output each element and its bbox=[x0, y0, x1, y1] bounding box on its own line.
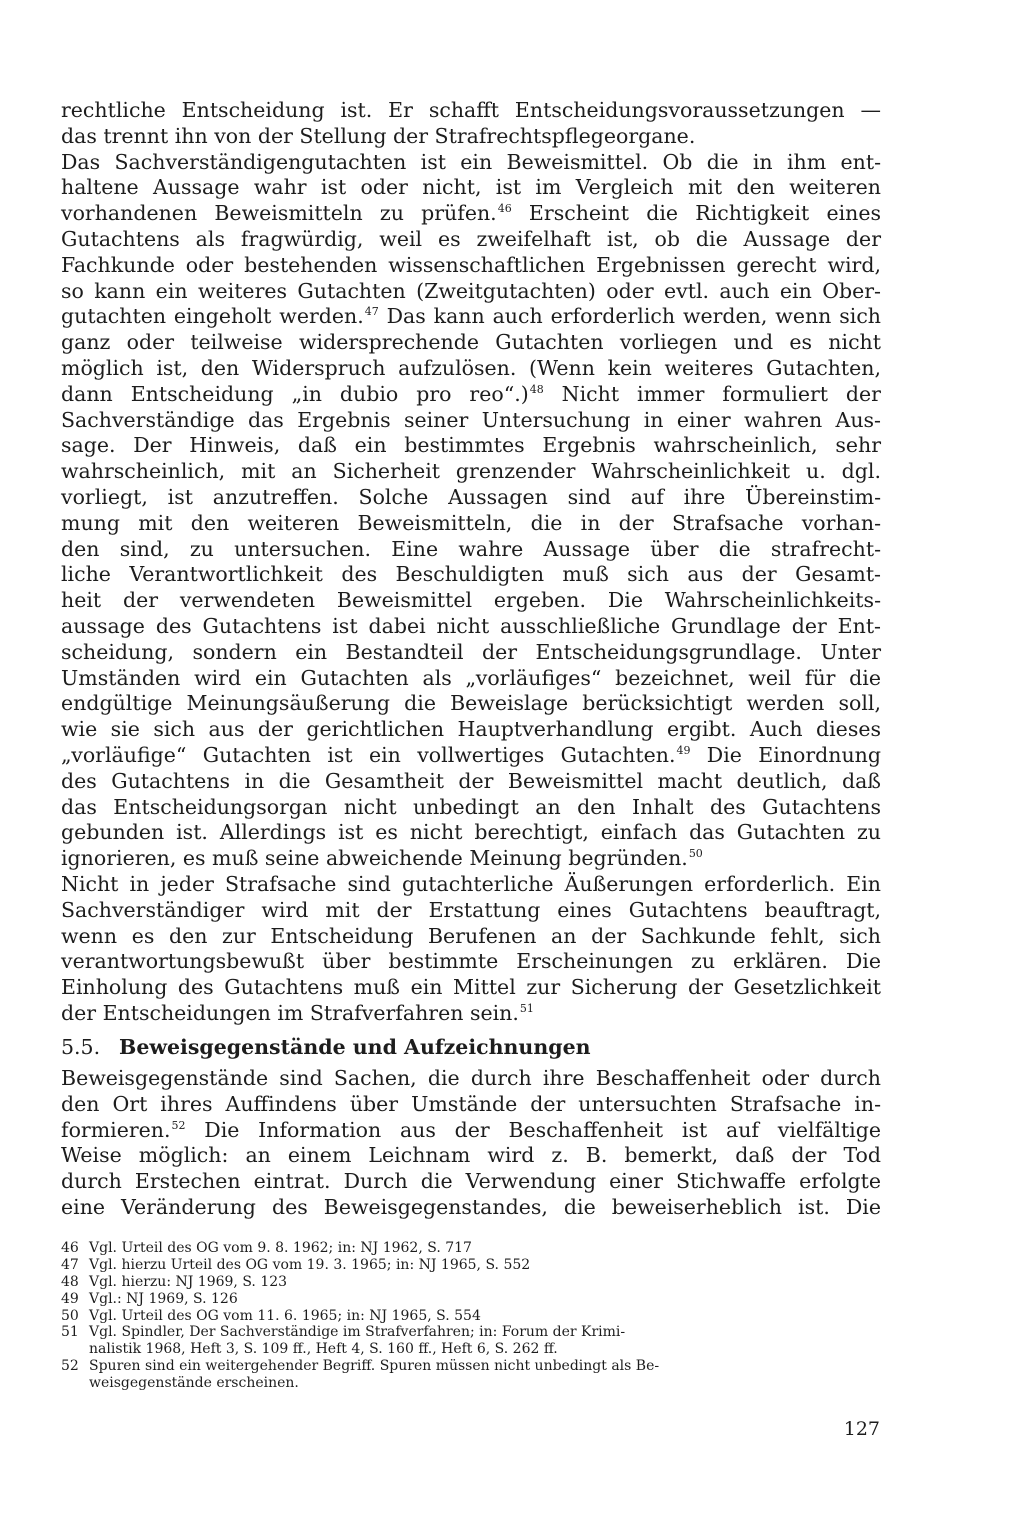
text-line: möglich ist, den Widerspruch aufzulösen. (Wenn kein weiteres Gutachten, bbox=[61, 355, 881, 380]
text-line: gebunden ist. Allerdings ist es nicht berechtigt, einfach das Gutachten zu bbox=[61, 820, 881, 845]
footnote bbox=[61, 1274, 881, 1291]
footnote-text: Vgl. Spindler, Der Sachverständige im Strafverfahren; in: Forum der Krimi- bbox=[89, 1324, 626, 1341]
text-run: vorhandenen Beweismitteln zu prüfen. bbox=[61, 201, 497, 226]
text-line: Einholung des Gutachtens muß ein Mittel zur Sicherung der Gesetzlichkeit bbox=[61, 975, 881, 1000]
text-line: den sind, zu untersuchen. Eine wahre Aussage über die strafrecht- bbox=[61, 536, 881, 561]
text-line: endgültige Meinungsäußerung die Beweislage berücksichtigt werden soll, bbox=[61, 691, 881, 716]
footnotes bbox=[61, 1240, 881, 1392]
footnote-text: Spuren sind ein weitergehender Begriff. Spuren müssen nicht unbedingt als Be- bbox=[89, 1358, 660, 1375]
footnote-ref: 52 bbox=[171, 1118, 186, 1132]
text-line: Das Sachverständigengutachten ist ein Beweismittel. Ob die in ihm ent- bbox=[61, 149, 881, 174]
text-line: das trennt ihn von der Stellung der Strafrechtspflegeorgane. bbox=[61, 123, 696, 148]
footnote-number: 52 bbox=[61, 1358, 79, 1375]
text-run: „vorläufige“ Gutachten ist ein vollwertiges Gutachten. bbox=[61, 742, 676, 767]
text-line: wenn es den zur Entscheidung Berufenen an der Sachkunde fehlt, sich bbox=[61, 923, 881, 948]
text-line: Gutachtens als fragwürdig, weil es zweifelhaft ist, ob die Aussage der bbox=[61, 226, 881, 251]
text-line: Beweisgegenstände sind Sachen, die durch ihre Beschaffenheit oder durch bbox=[61, 1066, 881, 1090]
footnote-text: Vgl. hierzu: NJ 1969, S. 123 bbox=[89, 1273, 288, 1290]
footnote bbox=[61, 1324, 881, 1341]
footnote-number: 49 bbox=[61, 1290, 79, 1307]
text-line: so kann ein weiteres Gutachten (Zweitgutachten) oder evtl. auch ein Ober- bbox=[61, 278, 881, 303]
footnote-ref: 47 bbox=[364, 305, 379, 319]
footnote-text: Vgl. hierzu Urteil des OG vom 19. 3. 1965; in: NJ 1965, S. 552 bbox=[89, 1256, 531, 1273]
text-line bbox=[61, 1001, 881, 1027]
text-line: sage. Der Hinweis, daß ein bestimmtes Ergebnis wahrscheinlich, sehr bbox=[61, 433, 881, 458]
text-run: Die Information aus der Beschaffenheit ist auf vielfältige bbox=[185, 1117, 881, 1142]
text-line bbox=[61, 201, 881, 227]
body-text-upper bbox=[61, 98, 881, 1027]
footnote-number: 46 bbox=[61, 1240, 79, 1256]
text-run: Die Einordnung bbox=[690, 742, 881, 767]
footnote-text: Vgl. Urteil des OG vom 11. 6. 1965; in: NJ 1965, S. 554 bbox=[89, 1307, 481, 1324]
footnote bbox=[61, 1291, 881, 1308]
section-title: Beweisgegenstände und Aufzeichnungen bbox=[119, 1035, 591, 1059]
body-text-lower bbox=[61, 1066, 881, 1221]
footnote-number: 50 bbox=[61, 1307, 79, 1324]
text-line: wahrscheinlich, mit an Sicherheit grenzender Wahrscheinlichkeit u. dgl. bbox=[61, 459, 881, 484]
text-run: gutachten eingeholt werden. bbox=[61, 304, 364, 329]
text-line: rechtliche Entscheidung ist. Er schafft Entscheidungsvoraussetzungen — bbox=[61, 98, 881, 122]
text-line: durch Erstechen eintrat. Durch die Verwendung einer Stichwaffe erfolgte bbox=[61, 1169, 881, 1194]
text-line: des Gutachtens in die Gesamtheit der Beweismittel macht deutlich, daß bbox=[61, 768, 881, 793]
page-number: 127 bbox=[843, 1418, 880, 1440]
text-line: ganz oder teilweise widersprechende Gutachten vorliegen und es nicht bbox=[61, 330, 881, 355]
text-line: eine Veränderung des Beweisgegenstandes, die beweiserheblich ist. Die bbox=[61, 1194, 881, 1219]
footnote-continuation: nalistik 1968, Heft 3, S. 109 ff., Heft 4, S. 160 ff., Heft 6, S. 262 ff. bbox=[89, 1341, 558, 1358]
text-run: formieren. bbox=[61, 1117, 171, 1142]
footnote-continuation: weisgegenstände erscheinen. bbox=[89, 1375, 299, 1392]
footnote bbox=[61, 1308, 881, 1325]
section-heading bbox=[61, 1034, 591, 1060]
footnote-ref: 48 bbox=[529, 382, 544, 396]
text-line bbox=[61, 846, 881, 872]
text-line: Fachkunde oder bestehenden wissenschaftlichen Ergebnissen gerecht wird, bbox=[61, 252, 881, 277]
footnote-number: 51 bbox=[61, 1324, 79, 1341]
text-line: Sachverständiger wird mit der Erstattung eines Gutachtens beauftragt, bbox=[61, 897, 881, 922]
footnote-text: Vgl. Urteil des OG vom 9. 8. 1962; in: NJ 1962, S. 717 bbox=[89, 1240, 472, 1256]
text-line: scheidung, sondern ein Bestandteil der Entscheidungsgrundlage. Unter bbox=[61, 639, 881, 664]
text-run: Das kann auch erforderlich werden, wenn sich bbox=[378, 304, 881, 329]
text-run: ignorieren, es muß seine abweichende Meinung begründen. bbox=[61, 846, 688, 871]
text-line: mung mit den weiteren Beweismitteln, die in der Strafsache vorhan- bbox=[61, 510, 881, 535]
footnote-text: Vgl.: NJ 1969, S. 126 bbox=[89, 1290, 238, 1307]
footnote-ref: 50 bbox=[688, 847, 703, 861]
text-line: Nicht in jeder Strafsache sind gutachterliche Äußerungen erforderlich. Ein bbox=[61, 871, 881, 896]
text-line bbox=[61, 1118, 881, 1144]
section-number: 5.5. bbox=[61, 1035, 101, 1059]
text-line: den Ort ihres Auffindens über Umstände der untersuchten Strafsache in- bbox=[61, 1091, 881, 1116]
footnote-ref: 49 bbox=[676, 743, 691, 757]
text-line: Weise möglich: an einem Leichnam wird z. B. bemerkt, daß der Tod bbox=[61, 1143, 881, 1168]
text-line: vorliegt, ist anzutreffen. Solche Aussagen sind auf ihre Übereinstim- bbox=[61, 484, 881, 509]
footnote-number: 48 bbox=[61, 1273, 79, 1290]
text-line: aussage des Gutachtens ist dabei nicht ausschließliche Grundlage der Ent- bbox=[61, 613, 881, 638]
text-run: Nicht immer formuliert der bbox=[543, 381, 881, 406]
footnote-number: 47 bbox=[61, 1256, 79, 1273]
footnote bbox=[61, 1358, 881, 1375]
text-line: wie sie sich aus der gerichtlichen Hauptverhandlung ergibt. Auch dieses bbox=[61, 717, 881, 742]
footnote-ref: 51 bbox=[519, 1001, 534, 1015]
text-line: Umständen wird ein Gutachten als „vorläufiges“ bezeichnet, weil für die bbox=[61, 665, 881, 690]
text-line: liche Verantwortlichkeit des Beschuldigten muß sich aus der Gesamt- bbox=[61, 562, 881, 587]
text-run: Erscheint die Richtigkeit eines bbox=[511, 201, 881, 226]
text-line: das Entscheidungsorgan nicht unbedingt an den Inhalt des Gutachtens bbox=[61, 794, 881, 819]
text-line: Sachverständige das Ergebnis seiner Untersuchung in einer wahren Aus- bbox=[61, 407, 881, 432]
text-run: der Entscheidungen im Strafverfahren sein. bbox=[61, 1000, 519, 1025]
text-line bbox=[61, 382, 881, 408]
footnote bbox=[61, 1240, 881, 1257]
text-line bbox=[61, 743, 881, 769]
footnote bbox=[61, 1257, 881, 1274]
text-run: dann Entscheidung „in dubio pro reo“.) bbox=[61, 381, 529, 406]
text-line: haltene Aussage wahr ist oder nicht, ist im Vergleich mit den weiteren bbox=[61, 175, 881, 200]
footnote-ref: 46 bbox=[497, 202, 512, 216]
text-line: verantwortungsbewußt über bestimmte Erscheinungen zu erklären. Die bbox=[61, 949, 881, 974]
text-line bbox=[61, 304, 881, 330]
text-line: heit der verwendeten Beweismittel ergeben. Die Wahrscheinlichkeits- bbox=[61, 588, 881, 613]
